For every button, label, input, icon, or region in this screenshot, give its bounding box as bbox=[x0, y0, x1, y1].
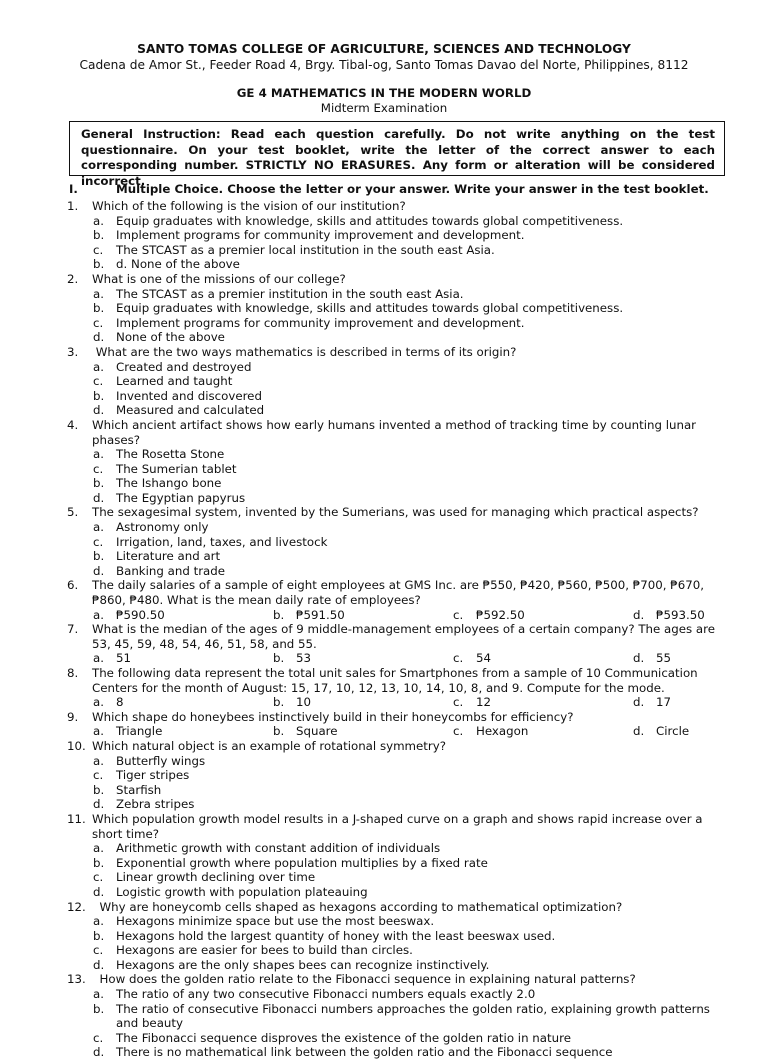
question-text: What is one of the missions of our college? bbox=[92, 271, 346, 286]
answer-option bbox=[93, 389, 430, 404]
question-item bbox=[67, 739, 727, 812]
option-text: There is no mathematical link between the golden ratio and the Fibonacci sequence bbox=[116, 1045, 613, 1060]
option-letter: b. bbox=[93, 928, 105, 943]
question-item bbox=[67, 812, 727, 900]
option-letter: b. bbox=[93, 782, 105, 797]
option-text: Created and destroyed bbox=[116, 359, 252, 374]
answer-option bbox=[93, 1002, 727, 1031]
exam-type: Midterm Examination bbox=[320, 101, 448, 115]
question-stem bbox=[67, 199, 727, 214]
option-letter: c. bbox=[93, 943, 104, 958]
answer-option bbox=[93, 856, 727, 871]
option-text: Literature and art bbox=[116, 549, 221, 564]
question-stem bbox=[67, 710, 727, 725]
answer-options bbox=[67, 520, 727, 578]
option-letter: a. bbox=[93, 286, 104, 301]
option-text: ₱592.50 bbox=[476, 607, 525, 622]
option-text: 10 bbox=[296, 695, 312, 710]
school-address: Cadena de Amor St., Feeder Road 4, Brgy. Tibal-og, Santo Tomas Davao del Norte, Philippines, 8112 bbox=[79, 58, 689, 72]
question-text: The sexagesimal system, invented by the Sumerians, was used for managing which practical aspects? bbox=[92, 505, 699, 520]
answer-option bbox=[633, 695, 723, 710]
answer-option bbox=[93, 885, 727, 900]
question-item bbox=[67, 505, 727, 578]
option-text: 51 bbox=[116, 651, 132, 666]
option-text: Hexagons are easier for bees to build than circles. bbox=[116, 943, 413, 958]
question-item bbox=[67, 666, 727, 710]
general-instruction-box bbox=[69, 121, 725, 188]
question-number: 13. bbox=[67, 972, 86, 987]
option-text: 53 bbox=[296, 651, 312, 666]
answer-options bbox=[67, 214, 727, 272]
question-item bbox=[67, 900, 727, 973]
answer-option bbox=[93, 520, 430, 535]
question-text: Which of the following is the vision of our institution? bbox=[92, 199, 406, 213]
option-letter: a. bbox=[93, 651, 104, 666]
question-text: What is the median of the ages of 9 middle-management employees of a certain company? The ages are 53, 45, 59, 48, 54, 46, 51, 58, and 55. bbox=[92, 622, 719, 651]
answer-option bbox=[93, 958, 727, 973]
answer-option bbox=[453, 724, 633, 739]
question-number: 3. bbox=[67, 344, 79, 359]
answer-option bbox=[93, 783, 430, 798]
option-text: The ratio of consecutive Fibonacci numbers approaches the golden ratio, explaining growth patterns and beauty bbox=[116, 1001, 710, 1031]
option-text: Implement programs for community improvement and development. bbox=[116, 228, 525, 243]
option-letter: b. bbox=[93, 549, 105, 564]
answer-option bbox=[453, 651, 633, 666]
option-letter: b. bbox=[273, 651, 285, 666]
option-text: The Fibonacci sequence disproves the existence of the golden ratio in nature bbox=[116, 1030, 571, 1045]
question-number: 4. bbox=[67, 417, 79, 432]
answer-option bbox=[93, 330, 727, 345]
option-letter: d. bbox=[93, 403, 105, 418]
question-item bbox=[67, 345, 727, 418]
question-item bbox=[67, 418, 727, 506]
option-letter: a. bbox=[93, 914, 104, 929]
answer-option bbox=[93, 929, 727, 944]
answer-option bbox=[273, 608, 453, 623]
question-stem bbox=[67, 900, 727, 915]
option-text: The Sumerian tablet bbox=[116, 461, 237, 476]
option-text: Linear growth declining over time bbox=[116, 870, 316, 885]
answer-options bbox=[67, 287, 727, 345]
answer-options bbox=[67, 754, 727, 812]
question-number: 7. bbox=[67, 622, 79, 637]
answer-options bbox=[67, 695, 727, 710]
option-letter: c. bbox=[93, 768, 104, 783]
answer-option bbox=[93, 462, 430, 477]
answer-option bbox=[93, 914, 727, 929]
question-text: Why are honeycomb cells shaped as hexagons according to mathematical optimization? bbox=[92, 899, 623, 914]
answer-option bbox=[93, 841, 727, 856]
answer-option bbox=[93, 360, 430, 375]
answer-option bbox=[273, 724, 453, 739]
option-text: The STCAST as a premier local institution in the south east Asia. bbox=[116, 242, 495, 257]
question-number: 6. bbox=[67, 578, 79, 593]
answer-option bbox=[93, 243, 727, 258]
option-text: Implement programs for community improvement and development. bbox=[116, 315, 525, 330]
option-letter: b. bbox=[273, 724, 285, 739]
option-text: The Ishango bone bbox=[116, 476, 222, 491]
answer-option bbox=[93, 651, 273, 666]
answer-option bbox=[93, 549, 430, 564]
option-letter: b. bbox=[93, 1001, 105, 1016]
option-text: Equip graduates with knowledge, skills and attitudes towards global competitiveness. bbox=[116, 301, 624, 316]
answer-option bbox=[93, 491, 430, 506]
question-stem bbox=[67, 739, 727, 754]
option-letter: b. bbox=[93, 257, 105, 272]
option-letter: a. bbox=[93, 359, 104, 374]
question-stem bbox=[67, 666, 727, 695]
question-item bbox=[67, 199, 727, 272]
option-text: Learned and taught bbox=[116, 374, 233, 389]
question-number: 12. bbox=[67, 899, 86, 914]
option-text: Irrigation, land, taxes, and livestock bbox=[116, 534, 328, 549]
answer-option bbox=[453, 608, 633, 623]
question-list bbox=[67, 199, 727, 1060]
question-stem bbox=[67, 812, 727, 841]
question-stem bbox=[67, 505, 727, 520]
question-number: 10. bbox=[67, 738, 86, 753]
question-stem bbox=[67, 578, 727, 607]
option-letter: a. bbox=[93, 753, 104, 768]
question-number: 5. bbox=[67, 505, 79, 520]
answer-options bbox=[67, 841, 727, 899]
option-text: Equip graduates with knowledge, skills and attitudes towards global competitiveness. bbox=[116, 213, 624, 228]
option-letter: c. bbox=[453, 724, 464, 739]
option-letter: c. bbox=[93, 534, 104, 549]
question-item bbox=[67, 272, 727, 345]
option-letter: a. bbox=[93, 607, 104, 622]
option-letter: d. bbox=[633, 607, 645, 622]
question-item bbox=[67, 972, 727, 1060]
answer-option bbox=[93, 214, 727, 229]
option-letter: a. bbox=[93, 987, 104, 1002]
option-text: Invented and discovered bbox=[116, 388, 262, 403]
answer-option bbox=[93, 287, 727, 302]
option-letter: c. bbox=[93, 870, 104, 885]
answer-option bbox=[273, 695, 453, 710]
section-heading bbox=[69, 182, 729, 197]
option-text: Square bbox=[296, 724, 338, 739]
option-letter: a. bbox=[93, 520, 104, 535]
option-letter: b. bbox=[273, 607, 285, 622]
option-text: Astronomy only bbox=[116, 520, 209, 535]
option-letter: d. bbox=[93, 797, 105, 812]
section-title: Multiple Choice. Choose the letter or your answer. Write your answer in the test booklet. bbox=[116, 182, 709, 196]
option-letter: a. bbox=[93, 447, 104, 462]
answer-options bbox=[67, 447, 727, 505]
answer-option bbox=[93, 301, 727, 316]
option-text: Hexagons minimize space but use the most beeswax. bbox=[116, 914, 435, 929]
option-letter: d. bbox=[93, 563, 105, 578]
option-letter: b. bbox=[93, 228, 105, 243]
option-text: Tiger stripes bbox=[116, 768, 190, 783]
question-item bbox=[67, 578, 727, 622]
option-letter: a. bbox=[93, 841, 104, 856]
option-text: The ratio of any two consecutive Fibonacci numbers equals exactly 2.0 bbox=[116, 987, 536, 1002]
option-letter: d. bbox=[633, 695, 645, 710]
option-text: Logistic growth with population plateauing bbox=[116, 884, 368, 899]
answer-options bbox=[67, 914, 727, 972]
question-number: 1. bbox=[67, 199, 79, 213]
question-item bbox=[67, 710, 727, 739]
answer-option bbox=[633, 608, 723, 623]
answer-option bbox=[93, 768, 430, 783]
option-letter: d. bbox=[633, 651, 645, 666]
answer-option bbox=[93, 228, 727, 243]
option-letter: a. bbox=[93, 695, 104, 710]
question-item bbox=[67, 622, 727, 666]
answer-option bbox=[453, 695, 633, 710]
answer-option bbox=[273, 651, 453, 666]
answer-option bbox=[93, 476, 430, 491]
option-text: The Rosetta Stone bbox=[116, 447, 225, 462]
answer-options bbox=[67, 724, 727, 739]
answer-option bbox=[93, 608, 273, 623]
option-text: 17 bbox=[656, 695, 672, 710]
option-letter: c. bbox=[453, 695, 464, 710]
option-text: The STCAST as a premier institution in the south east Asia. bbox=[116, 286, 464, 301]
question-number: 9. bbox=[67, 709, 79, 724]
answer-option bbox=[93, 316, 727, 331]
option-letter: a. bbox=[93, 724, 104, 739]
option-letter: c. bbox=[93, 1030, 104, 1045]
option-text: Circle bbox=[656, 724, 690, 739]
option-letter: c. bbox=[453, 607, 464, 622]
question-stem bbox=[67, 272, 727, 287]
option-letter: b. bbox=[93, 476, 105, 491]
answer-option bbox=[93, 754, 430, 769]
question-stem bbox=[67, 418, 727, 447]
option-letter: b. bbox=[93, 855, 105, 870]
answer-option bbox=[93, 1031, 727, 1046]
question-stem bbox=[67, 622, 727, 651]
answer-option bbox=[93, 564, 430, 579]
option-text: Measured and calculated bbox=[116, 403, 265, 418]
question-text: Which ancient artifact shows how early humans invented a method of tracking time by counting lunar phases? bbox=[92, 417, 700, 447]
option-text: Hexagons are the only shapes bees can recognize instinctively. bbox=[116, 957, 490, 972]
option-text: ₱590.50 bbox=[116, 607, 165, 622]
answer-option bbox=[93, 724, 273, 739]
question-text: What are the two ways mathematics is described in terms of its origin? bbox=[92, 344, 517, 359]
option-letter: d. bbox=[93, 957, 105, 972]
option-letter: d. bbox=[93, 1045, 105, 1060]
answer-options bbox=[67, 608, 727, 623]
option-text: 12 bbox=[476, 695, 492, 710]
answer-option bbox=[633, 651, 723, 666]
option-text: Triangle bbox=[116, 724, 163, 739]
answer-option bbox=[93, 535, 430, 550]
question-text: Which population growth model results in a J-shaped curve on a graph and shows rapid increase over a short time? bbox=[92, 811, 707, 841]
option-letter: d. bbox=[93, 490, 105, 505]
option-text: Exponential growth where population multiplies by a fixed rate bbox=[116, 855, 488, 870]
section-number: I. bbox=[69, 182, 78, 196]
question-text: Which natural object is an example of rotational symmetry? bbox=[92, 738, 447, 753]
option-text: 54 bbox=[476, 651, 492, 666]
course-title: GE 4 MATHEMATICS IN THE MODERN WORLD bbox=[236, 86, 532, 100]
option-text: ₱591.50 bbox=[296, 607, 345, 622]
option-text: Starfish bbox=[116, 782, 162, 797]
option-letter: c. bbox=[93, 315, 104, 330]
answer-option bbox=[93, 403, 430, 418]
answer-option bbox=[93, 257, 727, 272]
answer-option bbox=[93, 1045, 727, 1060]
option-text: The Egyptian papyrus bbox=[116, 490, 246, 505]
option-letter: c. bbox=[453, 651, 464, 666]
option-letter: b. bbox=[93, 301, 105, 316]
option-letter: b. bbox=[93, 388, 105, 403]
option-letter: d. bbox=[93, 884, 105, 899]
option-letter: a. bbox=[93, 213, 104, 228]
answer-option bbox=[93, 447, 430, 462]
option-letter: c. bbox=[93, 242, 104, 257]
answer-option bbox=[93, 987, 727, 1002]
question-number: 11. bbox=[67, 811, 86, 826]
option-text: None of the above bbox=[116, 330, 225, 345]
answer-option bbox=[93, 374, 430, 389]
school-name: SANTO TOMAS COLLEGE OF AGRICULTURE, SCIENCES AND TECHNOLOGY bbox=[137, 42, 631, 56]
answer-option bbox=[93, 870, 727, 885]
question-text: How does the golden ratio relate to the Fibonacci sequence in explaining natural patterns? bbox=[92, 972, 636, 987]
answer-option bbox=[93, 943, 727, 958]
question-text: The daily salaries of a sample of eight employees at GMS Inc. are ₱550, ₱420, ₱560, ₱500, ₱700, ₱670, ₱860, ₱480. What is the mean daily rate of employees? bbox=[92, 578, 708, 608]
question-number: 2. bbox=[67, 271, 79, 286]
option-letter: d. bbox=[633, 724, 645, 739]
option-text: Hexagon bbox=[476, 724, 529, 739]
option-text: Butterfly wings bbox=[116, 753, 206, 768]
option-text: Banking and trade bbox=[116, 563, 226, 578]
question-text: Which shape do honeybees instinctively build in their honeycombs for efficiency? bbox=[92, 709, 574, 724]
question-stem bbox=[67, 972, 727, 987]
question-stem bbox=[67, 345, 727, 360]
answer-options bbox=[67, 651, 727, 666]
answer-options bbox=[67, 360, 727, 418]
option-text: Zebra stripes bbox=[116, 797, 195, 812]
option-text: ₱593.50 bbox=[656, 607, 705, 622]
answer-option bbox=[93, 695, 273, 710]
option-text: d. None of the above bbox=[116, 257, 240, 272]
question-number: 8. bbox=[67, 666, 79, 680]
option-letter: c. bbox=[93, 374, 104, 389]
option-text: Hexagons hold the largest quantity of honey with the least beeswax used. bbox=[116, 928, 556, 943]
option-letter: b. bbox=[273, 695, 285, 710]
option-letter: c. bbox=[93, 461, 104, 476]
option-text: 8 bbox=[116, 695, 124, 710]
option-text: 55 bbox=[656, 651, 672, 666]
question-text: The following data represent the total unit sales for Smartphones from a sample of 10 Communication Centers for the month of August: 15, 17, 10, 12, 13, 10, 14, 10, 8, and 9. Compute for the mode. bbox=[92, 666, 702, 695]
general-instruction-text: General Instruction: Read each question carefully. Do not write anything on the test questionnaire. On your test booklet, write the letter of the correct answer to each corresponding number. STRICTLY NO ERASURES. Any form or alteration will be considered incorrect. bbox=[81, 127, 715, 188]
answer-option bbox=[633, 724, 723, 739]
option-letter: d. bbox=[93, 330, 105, 345]
option-text: Arithmetic growth with constant addition of individuals bbox=[116, 841, 441, 856]
answer-option bbox=[93, 797, 430, 812]
